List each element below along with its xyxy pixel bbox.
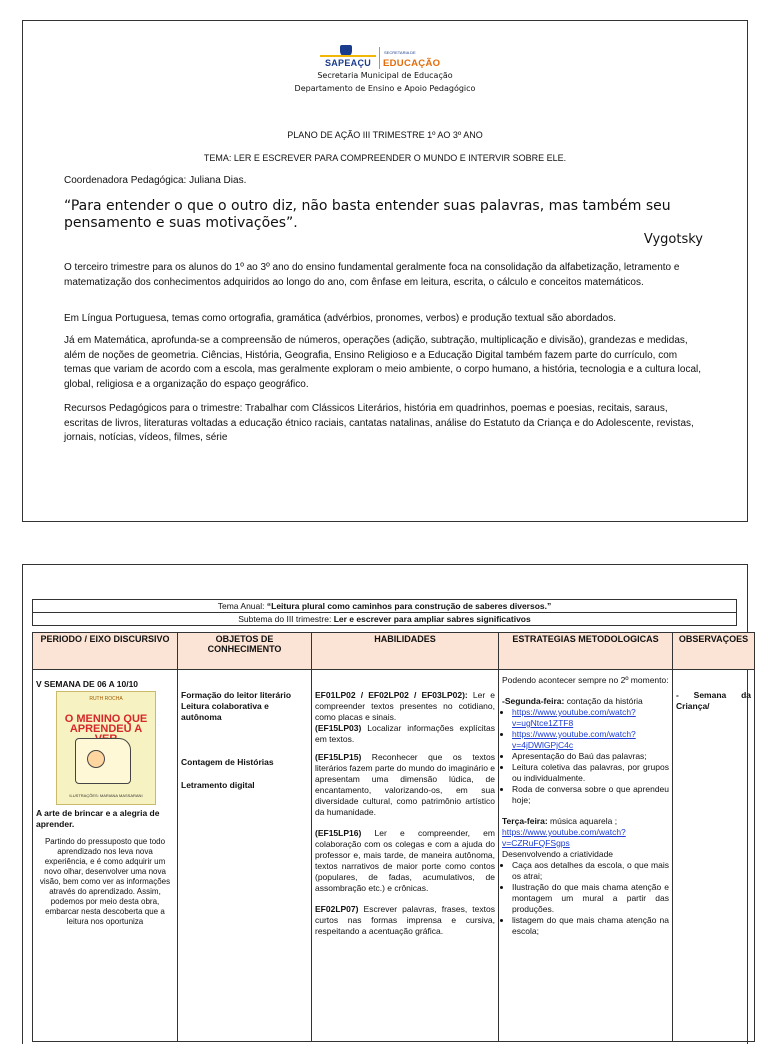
annual-theme-row (32, 599, 737, 613)
habilidade-text-1: Ler e compreender textos presentes no cotidiano, como placas e sinais. (315, 690, 496, 722)
subtheme-row (32, 612, 737, 626)
habilidade-text-3: Reconhecer que os textos literários fazem parte do mundo do imaginário e apresentam uma dimensão lúdica, de encantamento, valorizando-os, em sua diversidade cultural, como patrimônio artístico da humanidade. (315, 752, 496, 817)
habilidade-text-5: Escrever palavras, frases, textos curtos nas formas imprensa e cursiva, respeitando a acentuação gráfica. (315, 904, 495, 936)
logo-right-word: EDUCAÇÃO (383, 58, 441, 69)
sapeacu-education-logo (320, 45, 448, 71)
table-row (33, 670, 755, 1042)
paragraph-intro: O terceiro trimestre para os alunos do 1º ao 3º ano do ensino fundamental geralmente foca na consolidação da alfabetização, letramento e matematização dos conhecimentos adquiridos ao longo do ano, com ênfase em leitura, escrita, o cálculo e conceitos matemáticos. (64, 262, 680, 288)
coordinator-line: Coordenadora Pedagógica: Juliana Dias. (64, 175, 247, 186)
book-cover-image (56, 691, 156, 805)
habilidade-code-5: EF02LP07) (315, 904, 359, 914)
book-description: Partindo do pressuposto que todo aprendizado nos leva nova experiência, e é como adquirir um novo olhar, desenvolver uma nova visão, bem como ver as informações através do aprendizado. Assim, podemos por meio desta obra, embarcar nesta descoberta que a leitura nos oportuniza (39, 837, 171, 926)
periodo-cell (33, 670, 178, 1042)
objetos-cell (178, 670, 312, 1042)
header-habilidades: HABILIDADES (312, 633, 499, 670)
strategy-bullet-1: • Apresentação do Baú das palavras; (512, 751, 669, 762)
obj-letramento: Letramento digital (181, 780, 255, 790)
monday-label: -Segunda-feira: (502, 696, 565, 706)
logo-small-text: SECRETARIA DE (384, 50, 416, 55)
subtheme-label: Subtema do III trimestre: (238, 614, 334, 624)
strategy-bullet-2: • Leitura coletiva das palavras, por grupos ou individualmente. (512, 762, 669, 784)
obj-leitura: Leitura colaborativa e autônoma (181, 701, 269, 722)
habilidade-code-4: (EF15LP16) (315, 828, 362, 838)
youtube-link-1[interactable]: https://www.youtube.com/watch?v=ugNtce1ZTF8 (512, 707, 636, 728)
strategy-bullet-3: • Roda de conversa sobre o que aprendeu hoje; (512, 784, 669, 806)
table-header-row (33, 633, 755, 670)
youtube-link-3[interactable]: https://www.youtube.com/watch?v=CZRuFQFSgps (502, 827, 626, 848)
header-objetos: OBJETOS DE CONHECIMENTO (178, 633, 312, 670)
observacoes-cell (673, 670, 755, 1042)
tuesday-label: Terça-feira: (502, 816, 548, 826)
logo-left-word: SAPEAÇU (324, 58, 372, 68)
book-title: O MENINO QUE APRENDEU A (64, 713, 148, 735)
theme-line: TEMA: LER E ESCREVER PARA COMPREENDER O MUNDO E INTERVIR SOBRE ELE. (203, 153, 567, 163)
habilidade-text-2: Localizar informações explícitas em textos. (315, 723, 495, 744)
paragraph-resources: Recursos Pedagógicos para o trimestre: Trabalhar com Clássicos Literários, história em quadrinhos, poemas e poesias, recitais, saraus, escritas de livros, literaturas voltadas a educação étnico raciais, cantatas natalinas, análise do Estatuto da Criança e do Adolescente, revistas, jornais, notícias, vídeos, filmes, série (64, 403, 694, 443)
quote-text: “Para entender o que o outro diz, não basta entender suas palavras, mas também seu pensamento e suas motivações”. (64, 198, 671, 231)
strategy-bullet-5: • Ilustração do que mais chama atenção e montagem um mural a partir das produções. (512, 882, 669, 915)
creativity-line: Desenvolvendo a criatividade (502, 849, 614, 859)
tuesday-text: música aquarela ; (547, 816, 618, 826)
habilidades-cell (312, 670, 499, 1042)
book-footer: ILUSTRAÇÕES: MARIANA MASSARANI (69, 793, 143, 798)
obj-contagem: Contagem de Histórias (181, 757, 274, 767)
plan-table (32, 632, 755, 1042)
habilidade-code-1: EF01LP02 / EF02LP02 / EF03LP02): (315, 690, 468, 700)
header-observacoes: OBSERVAÇOES (673, 633, 755, 670)
habilidade-code-2: (EF15LP03) (315, 723, 362, 733)
estrategias-cell (499, 670, 673, 1042)
habilidade-code-3: (EF15LP15) (315, 752, 362, 762)
page-one (22, 20, 748, 522)
monday-text: contação da história (564, 696, 643, 706)
observation-text: - Semana da Criança/ (676, 690, 751, 711)
subtheme-value: Ler e escrever para ampliar sabres significativos (333, 614, 531, 624)
week-label: V SEMANA DE 06 A 10/10 (36, 679, 139, 689)
book-author: RUTH ROCHA (89, 696, 123, 702)
page-two (22, 564, 751, 1044)
secretaria-line: Secretaria Municipal de Educação (317, 71, 453, 80)
strategy-intro: Podendo acontecer sempre no 2º momento: (502, 675, 669, 685)
strategy-bullet-6: • listagem do que mais chama atenção na escola; (512, 915, 669, 937)
book-subtitle: A arte de brincar e a alegria de aprender. (36, 808, 160, 829)
quote-author: Vygotsky (643, 232, 703, 247)
paragraph-math: Já em Matemática, aprofunda-se a compreensão de números, operações (adição, subtração, multiplicação e divisão), grandezas e medidas, além de noções de geometria. Ciências, História, Geografia, Ensino Religioso e a Educação Digital também fazem parte do currículo, com temas que variam de acordo com a escola, mas geralmente exploram o meio ambiente, o corpo humano, a história, tecnologia e a cultura local, global, religiosa e a organização do espaço geográfico. (64, 335, 702, 390)
habilidade-text-4: Ler e compreender, em colaboração com os colegas e com a ajuda do professor e, mais tarde, de maneira autônoma, textos narrativos de maior porte como contos (populares, de fadas, acumulativos, de assombração etc.) e crônicas. (315, 828, 495, 893)
youtube-link-2[interactable]: https://www.youtube.com/watch?v=4jDWlGPjC4c (512, 729, 636, 750)
header-estrategias: ESTRATEGIAS METODOLOGICAS (499, 633, 673, 670)
paragraph-portuguese: Em Língua Portuguesa, temas como ortografia, gramática (advérbios, pronomes, verbos) e produção textual são abordados. (64, 313, 616, 324)
annual-theme-value: “Leitura plural como caminhos para construção de saberes diversos.” (266, 601, 552, 611)
annual-theme-label: Tema Anual: (217, 601, 267, 611)
obj-formacao: Formação do leitor literário (181, 690, 292, 700)
plan-title: PLANO DE AÇÃO III TRIMESTRE 1º AO 3º ANO (287, 130, 483, 140)
strategy-bullet-4: • Caça aos detalhes da escola, o que mais os atrai; (512, 860, 669, 882)
department-line: Departamento de Ensino e Apoio Pedagógico (294, 84, 476, 93)
header-periodo: PERIODO / EIXO DISCURSIVO (33, 633, 178, 670)
